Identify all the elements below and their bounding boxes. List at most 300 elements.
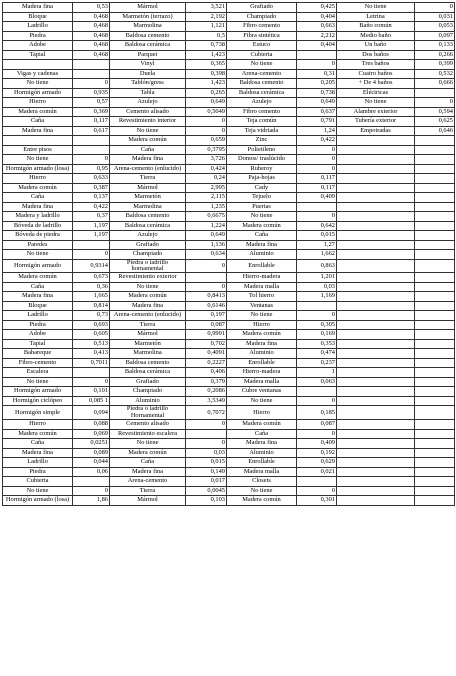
coefficient-value-cell: 0,617 (73, 126, 110, 136)
coefficient-value-cell (415, 406, 455, 420)
coefficient-value-cell (415, 250, 455, 260)
material-label-cell: Hormigón armado (3, 387, 73, 397)
material-label-cell: Enrollable (227, 458, 297, 468)
material-label-cell: Revestimiento exterior (110, 273, 186, 283)
material-label-cell: Mármol (110, 183, 186, 193)
material-label-cell: Hormigón ciclópeo (3, 396, 73, 406)
material-label-cell: Baldosa cerámica (227, 88, 297, 98)
coefficient-value-cell: 0,513 (73, 339, 110, 349)
coefficient-value-cell: 0,305 (297, 320, 337, 330)
coefficient-value-cell: 0 (73, 250, 110, 260)
material-label-cell: Madera común (227, 221, 297, 231)
coefficient-value-cell: 0,37 (73, 212, 110, 222)
coefficient-value-cell: 0,642 (297, 221, 337, 231)
material-label-cell (337, 301, 415, 311)
material-label-cell: Ruberoy (227, 164, 297, 174)
coefficient-value-cell: 0,646 (415, 126, 455, 136)
table-row (3, 88, 455, 98)
table-row (3, 349, 455, 359)
material-label-cell: Tierra (110, 486, 186, 496)
material-label-cell: Marmolina (110, 202, 186, 212)
coefficient-value-cell: 0,137 (73, 193, 110, 203)
coefficient-value-cell: 0,9991 (186, 330, 227, 340)
coefficient-value-cell: 0,409 (297, 439, 337, 449)
material-label-cell: Marmolina (110, 349, 186, 359)
coefficient-value-cell: 0,935 (73, 88, 110, 98)
coefficient-value-cell: 0 (297, 155, 337, 165)
material-label-cell: Caña (227, 429, 297, 439)
coefficient-value-cell (186, 273, 227, 283)
coefficient-value-cell: 0 (297, 486, 337, 496)
coefficient-value-cell: 0,474 (297, 349, 337, 359)
material-label-cell: Piedra (3, 31, 73, 41)
coefficient-value-cell: 0,36 (73, 282, 110, 292)
material-label-cell (337, 439, 415, 449)
coefficient-value-cell: 0 (73, 155, 110, 165)
coefficient-value-cell: 0,353 (297, 339, 337, 349)
material-label-cell: Revestimiento interior (110, 117, 186, 127)
coefficient-value-cell: 1,224 (186, 221, 227, 231)
coefficient-value-cell (415, 240, 455, 250)
table-row (3, 292, 455, 302)
material-label-cell: Aluminio (227, 349, 297, 359)
coefficient-value-cell (415, 358, 455, 368)
coefficient-value-cell: 0,791 (297, 117, 337, 127)
coefficient-value-cell: 1,121 (186, 22, 227, 32)
coefficient-value-cell (415, 486, 455, 496)
material-label-cell: Revestimiento escalera (110, 429, 186, 439)
material-label-cell: Piedra o ladrillo hornamental (110, 259, 186, 273)
material-label-cell: Madera malla (227, 282, 297, 292)
coefficient-value-cell (415, 311, 455, 321)
coefficient-value-cell: 0 (73, 486, 110, 496)
material-label-cell: Baldosa cemento (110, 358, 186, 368)
table-row (3, 22, 455, 32)
material-label-cell: Tapial (3, 339, 73, 349)
material-label-cell (337, 231, 415, 241)
material-label-cell: Piedra (3, 320, 73, 330)
material-label-cell: Piedra o ladrillo Hornamental (110, 406, 186, 420)
material-label-cell: Marmolina (110, 22, 186, 32)
coefficient-value-cell: 0 (415, 3, 455, 13)
material-label-cell: Madera común (3, 107, 73, 117)
coefficient-value-cell: 0,301 (297, 496, 337, 506)
material-label-cell: Madera común (3, 273, 73, 283)
coefficient-value-cell: 0,53 (73, 3, 110, 13)
coefficient-value-cell: 0,468 (73, 50, 110, 60)
material-label-cell: Vigas y cadenas (3, 69, 73, 79)
material-label-cell: Madera fina (110, 467, 186, 477)
material-label-cell: Madera fina (3, 448, 73, 458)
material-label-cell: Teja común (227, 117, 297, 127)
coefficient-value-cell: 0,702 (186, 339, 227, 349)
material-label-cell: Caña (110, 145, 186, 155)
material-label-cell: Bóveda de ladrillo (3, 221, 73, 231)
coefficient-value-cell: 0,266 (415, 50, 455, 60)
coefficient-value-cell: 0,404 (297, 41, 337, 51)
material-label-cell (337, 496, 415, 506)
material-label-cell: Un baño (337, 41, 415, 51)
coefficient-value-cell: 0,5049 (186, 107, 227, 117)
table-row (3, 496, 455, 506)
material-label-cell: Madera fina (227, 439, 297, 449)
table-row (3, 311, 455, 321)
table-row (3, 358, 455, 368)
material-label-cell: Entre pisos (3, 145, 73, 155)
material-label-cell (337, 174, 415, 184)
material-label-cell: Tablón/gress (110, 79, 186, 89)
table-row (3, 301, 455, 311)
table-row (3, 107, 455, 117)
material-label-cell: Alambre exterior (337, 107, 415, 117)
coefficient-value-cell: 1,24 (297, 126, 337, 136)
material-label-cell: + De 4 baños (337, 79, 415, 89)
material-label-cell (337, 339, 415, 349)
coefficient-value-cell: 0,422 (297, 136, 337, 146)
coefficient-value-cell (73, 136, 110, 146)
material-label-cell: Baldosa cemento (110, 212, 186, 222)
material-label-cell: Aluminio (227, 448, 297, 458)
coefficient-value-cell: 0,633 (73, 174, 110, 184)
material-label-cell: Fibro cemento (227, 107, 297, 117)
coefficient-value-cell: 0 (73, 377, 110, 387)
material-label-cell: Marmetón (terrazo) (110, 12, 186, 22)
material-label-cell: Madera común (3, 429, 73, 439)
coefficient-value-cell: 0 (186, 420, 227, 430)
coefficient-value-cell (415, 387, 455, 397)
coefficient-value-cell (415, 448, 455, 458)
table-row (3, 117, 455, 127)
coefficient-value-cell (297, 387, 337, 397)
material-label-cell: No tiene (3, 155, 73, 165)
coefficient-value-cell: 0,468 (73, 22, 110, 32)
coefficient-value-cell: 0,673 (73, 273, 110, 283)
material-label-cell: Grafiado (227, 3, 297, 13)
material-label-cell: Tapial (3, 50, 73, 60)
coefficient-value-cell: 0 (297, 429, 337, 439)
coefficient-value-cell: 0 (186, 117, 227, 127)
coefficient-value-cell: 0,097 (415, 31, 455, 41)
coefficient-value-cell: 2,212 (297, 31, 337, 41)
material-label-cell: Baldosa cerámica (110, 41, 186, 51)
coefficient-value-cell: 0,666 (415, 79, 455, 89)
coefficient-value-cell: 0,649 (297, 98, 337, 108)
coefficient-value-cell: 0,133 (415, 41, 455, 51)
material-label-cell: No tiene (227, 60, 297, 70)
coefficient-value-cell (415, 396, 455, 406)
coefficient-value-cell (415, 231, 455, 241)
material-label-cell: No tiene (227, 311, 297, 321)
material-label-cell: Madera malla (227, 377, 297, 387)
coefficient-value-cell: 0,863 (297, 259, 337, 273)
coefficient-value-cell: 2,995 (186, 183, 227, 193)
material-label-cell: Ladrillo (3, 22, 73, 32)
coefficient-value-cell (297, 477, 337, 487)
material-label-cell (337, 467, 415, 477)
material-label-cell: No tiene (227, 486, 297, 496)
material-label-cell: Adobe (3, 41, 73, 51)
coefficient-value-cell (415, 183, 455, 193)
material-label-cell: No tiene (110, 282, 186, 292)
coefficient-value-cell: 1,423 (186, 79, 227, 89)
material-label-cell: Arena-cemento (enlucido) (110, 311, 186, 321)
coefficient-value-cell (73, 477, 110, 487)
material-label-cell (337, 250, 415, 260)
material-label-cell (337, 311, 415, 321)
material-label-cell: Paja-hojas (227, 174, 297, 184)
coefficient-value-cell: 1,197 (73, 221, 110, 231)
material-label-cell: Enrollable (227, 358, 297, 368)
coefficient-value-cell (415, 88, 455, 98)
coefficient-value-cell: 1,197 (73, 231, 110, 241)
material-label-cell: Cubierta (227, 50, 297, 60)
coefficient-value-cell: 0,413 (73, 349, 110, 359)
coefficient-value-cell: 0,015 (186, 458, 227, 468)
coefficient-value-cell: 0,205 (297, 79, 337, 89)
material-label-cell: Cemento alisado (110, 107, 186, 117)
coefficient-value-cell: 3,521 (186, 3, 227, 13)
coefficient-value-cell: 0,2086 (186, 387, 227, 397)
coefficient-value-cell: 1 (297, 368, 337, 378)
table-row (3, 69, 455, 79)
coefficient-value-cell: 0 (297, 60, 337, 70)
material-label-cell: Ladrillo (3, 311, 73, 321)
material-label-cell: Caña (3, 193, 73, 203)
coefficient-value-cell: 0,8413 (186, 292, 227, 302)
coefficient-value-cell: 0,03 (297, 282, 337, 292)
material-label-cell (337, 193, 415, 203)
table-row (3, 458, 455, 468)
material-label-cell: Vinyl (110, 60, 186, 70)
coefficient-value-cell: 0 (297, 396, 337, 406)
material-label-cell: Closets (227, 477, 297, 487)
material-label-cell: Hierro (3, 420, 73, 430)
coefficient-value-cell (297, 301, 337, 311)
material-label-cell: Tabla (110, 88, 186, 98)
material-label-cell: Madera y ladrillo (3, 212, 73, 222)
material-label-cell: No tiene (337, 98, 415, 108)
coefficient-value-cell: 0 (186, 126, 227, 136)
material-label-cell: Cubre ventanas (227, 387, 297, 397)
material-label-cell: No tiene (110, 126, 186, 136)
coefficient-value-cell (415, 155, 455, 165)
coefficient-value-cell (415, 368, 455, 378)
table-row (3, 231, 455, 241)
coefficient-value-cell (415, 420, 455, 430)
material-label-cell: Tol hierro (227, 292, 297, 302)
material-label-cell: Cady (227, 183, 297, 193)
material-label-cell: Hormigón armado (3, 259, 73, 273)
table-row (3, 368, 455, 378)
material-label-cell: Tubería exterior (337, 117, 415, 127)
material-label-cell: Tierra (110, 174, 186, 184)
material-label-cell: Champiado (110, 387, 186, 397)
material-label-cell: Ventanas (227, 301, 297, 311)
coefficient-value-cell (415, 320, 455, 330)
table-row (3, 448, 455, 458)
coefficient-value-cell (73, 145, 110, 155)
coefficient-value-cell: 0,101 (73, 387, 110, 397)
coefficient-value-cell (415, 273, 455, 283)
coefficient-value-cell: 0,605 (73, 330, 110, 340)
material-label-cell: Bahareque (3, 349, 73, 359)
coefficient-value-cell: 0,03 (186, 448, 227, 458)
coefficient-value-cell: 0,237 (297, 358, 337, 368)
material-label-cell: Madera común (3, 183, 73, 193)
table-row (3, 439, 455, 449)
coefficient-value-cell (415, 136, 455, 146)
coefficient-value-cell: 0,399 (415, 60, 455, 70)
material-label-cell: Hormigón armado (losa) (3, 496, 73, 506)
material-label-cell: Azulejo (110, 98, 186, 108)
coefficient-value-cell: 0,24 (186, 174, 227, 184)
material-label-cell: Hierro-madera (227, 368, 297, 378)
material-label-cell: Madera fina (110, 301, 186, 311)
table-row (3, 136, 455, 146)
table-row (3, 3, 455, 13)
material-label-cell: No tiene (227, 212, 297, 222)
coefficient-value-cell: 1,423 (186, 50, 227, 60)
material-label-cell: Bloque (3, 12, 73, 22)
table-row (3, 339, 455, 349)
material-label-cell (337, 448, 415, 458)
material-label-cell: Baldosa cerámica (110, 368, 186, 378)
coefficient-value-cell: 0,625 (415, 117, 455, 127)
coefficient-value-cell: 0 (73, 79, 110, 89)
coefficient-value-cell: 0,738 (186, 41, 227, 51)
coefficient-value-cell: 0,406 (186, 368, 227, 378)
material-label-cell (337, 155, 415, 165)
coefficient-value-cell (415, 301, 455, 311)
material-label-cell: Domos/ traslúcido (227, 155, 297, 165)
material-label-cell: Adobe (3, 330, 73, 340)
material-label-cell: Puertas (227, 202, 297, 212)
coefficient-value-cell: 1,86 (73, 496, 110, 506)
table-row (3, 240, 455, 250)
material-label-cell: Fibro-cemento (3, 358, 73, 368)
coefficient-value-cell: 0 (297, 164, 337, 174)
material-label-cell: No tiene (3, 486, 73, 496)
coefficient-value-cell: 0,021 (297, 467, 337, 477)
material-label-cell: No tiene (3, 79, 73, 89)
material-label-cell: Madera malla (227, 467, 297, 477)
coefficient-value-cell (415, 429, 455, 439)
table-row (3, 406, 455, 420)
material-label-cell: Madera común (227, 420, 297, 430)
coefficient-value-cell: 0,422 (73, 202, 110, 212)
material-label-cell: Baño común (337, 22, 415, 32)
material-label-cell: Madera fina (3, 292, 73, 302)
coefficient-value-cell: 0 (186, 259, 227, 273)
material-label-cell: Madera fina (227, 339, 297, 349)
coefficient-value-cell: 1,136 (186, 240, 227, 250)
coefficient-value-cell: 2,192 (186, 12, 227, 22)
material-label-cell (337, 212, 415, 222)
material-label-cell (337, 221, 415, 231)
coefficient-value-cell (73, 60, 110, 70)
material-label-cell (337, 164, 415, 174)
material-label-cell: Tierra (110, 320, 186, 330)
coefficient-value-cell (415, 193, 455, 203)
coefficient-value-cell: 0,649 (186, 231, 227, 241)
material-label-cell: Polietileno (227, 145, 297, 155)
material-label-cell: No tiene (3, 250, 73, 260)
coefficient-value-cell: 0,409 (297, 193, 337, 203)
coefficient-value-cell: 0,95 (73, 164, 110, 174)
coefficient-value-cell: 0,7072 (186, 406, 227, 420)
material-label-cell: Madera común (110, 448, 186, 458)
coefficient-value-cell: 1,201 (297, 273, 337, 283)
material-label-cell: Tres baños (337, 60, 415, 70)
table-row (3, 174, 455, 184)
coefficient-value-cell (297, 202, 337, 212)
coefficient-value-cell: 0,117 (297, 174, 337, 184)
coefficient-value-cell (415, 282, 455, 292)
coefficient-value-cell: 0,663 (297, 22, 337, 32)
material-label-cell: Cemento alisado (110, 420, 186, 430)
material-label-cell: Mármol (110, 3, 186, 13)
material-label-cell: Escalera (3, 368, 73, 378)
coefficient-value-cell (73, 368, 110, 378)
material-label-cell: Zinc (227, 136, 297, 146)
coefficient-value-cell: 0,637 (297, 107, 337, 117)
table-row (3, 420, 455, 430)
material-label-cell: Baldosa cemento (227, 79, 297, 89)
coefficient-value-cell: 0,017 (186, 477, 227, 487)
material-label-cell: Parquet (110, 50, 186, 60)
material-label-cell: Champiado (227, 12, 297, 22)
material-label-cell (337, 420, 415, 430)
material-label-cell: Hierro (3, 98, 73, 108)
coefficient-value-cell: 0,185 (297, 406, 337, 420)
table-row (3, 429, 455, 439)
coefficient-value-cell: 0,738 (297, 88, 337, 98)
table-row (3, 79, 455, 89)
material-label-cell: Caña (227, 231, 297, 241)
material-label-cell: Madera fina (3, 3, 73, 13)
coefficient-value-cell: 0,532 (415, 69, 455, 79)
material-label-cell (337, 240, 415, 250)
coefficient-value-cell (186, 429, 227, 439)
material-label-cell: Tejuelo (227, 193, 297, 203)
material-label-cell: No tiene (227, 396, 297, 406)
material-label-cell (337, 282, 415, 292)
material-label-cell: Grafiado (110, 240, 186, 250)
material-label-cell: Hierro-madera (227, 273, 297, 283)
material-label-cell: Paredes (3, 240, 73, 250)
coefficient-value-cell: 0,5 (186, 31, 227, 41)
material-label-cell (337, 349, 415, 359)
material-label-cell: Caña (110, 458, 186, 468)
coefficient-value-cell: 0,088 (73, 420, 110, 430)
material-label-cell (3, 60, 73, 70)
coefficient-value-cell: 0,2227 (186, 358, 227, 368)
material-label-cell (337, 330, 415, 340)
material-label-cell: Medio baño (337, 31, 415, 41)
coefficient-value-cell: 0,169 (297, 330, 337, 340)
coefficient-value-cell: 0,6146 (186, 301, 227, 311)
table-row (3, 259, 455, 273)
coefficient-value-cell (415, 212, 455, 222)
material-label-cell: Mármol (110, 496, 186, 506)
material-label-cell: Hierro (227, 406, 297, 420)
coefficient-value-cell: 1,662 (297, 250, 337, 260)
coefficient-value-cell (415, 496, 455, 506)
material-label-cell: Arena-cemento (110, 477, 186, 487)
material-label-cell (337, 406, 415, 420)
coefficient-value-cell: 0,404 (297, 12, 337, 22)
coefficient-value-cell: 1,665 (73, 292, 110, 302)
